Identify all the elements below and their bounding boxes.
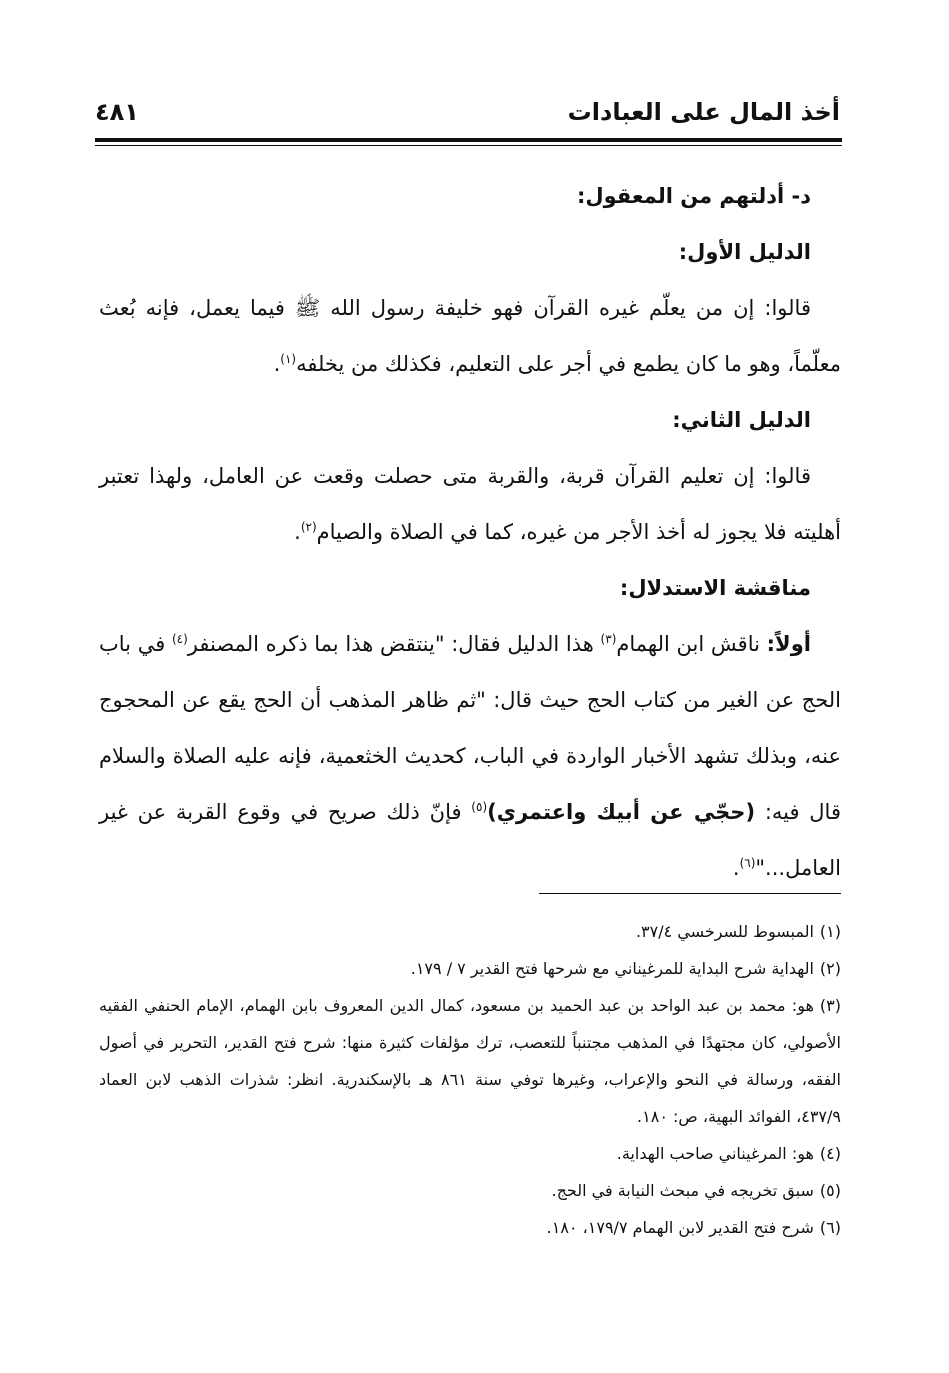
page-number: ٤٨١ [95,98,139,126]
footnotes [99,913,841,1246]
discussion-lead: أولاً: [766,632,811,656]
discussion-part-2: هذا الدليل فقال: "ينتقض هذا بما ذكره المصنفر [187,632,594,656]
running-header [95,92,840,134]
second-proof-text: قالوا: إن تعليم القرآن قربة، والقربة متى حصلت وقعت عن العامل، ولهذا تعتبر أهليته فلا يجوز له أخذ الأجر من غيره، كما في الصلاة والصيام [99,464,841,544]
first-proof-paragraph [99,280,841,392]
discussion-end: . [732,856,740,880]
footnote-6 [99,1209,841,1246]
footnote-ref-4[interactable]: (٤) [171,632,188,646]
footnote-ref-1[interactable]: (١) [280,352,297,366]
discussion-part-4: فإنّ ذلك صريح في وقوع القربة عن غير العامل..." [99,800,841,880]
second-proof-end: . [294,520,301,544]
footnote-number: (٣) [819,996,841,1015]
footnote-ref-5[interactable]: (٥) [471,800,488,814]
main-text [99,168,841,896]
discussion-paragraph [99,616,841,896]
discussion-part-1: ناقش ابن الهمام [616,632,760,656]
header-title: أخذ المال على العبادات [567,98,840,126]
footnote-ref-6[interactable]: (٦) [739,856,756,870]
discussion-heading: مناقشة الاستدلال: [619,576,811,600]
footnote-ref-2[interactable]: (٢) [300,520,317,534]
footnote-5 [99,1172,841,1209]
footnote-number: (١) [819,922,841,941]
footnote-separator [539,893,841,894]
section-heading: د- أدلتهم من المعقول: [576,184,811,208]
first-proof-text: قالوا: إن من يعلّم غيره القرآن فهو خليفة رسول الله ﷺ فيما يعمل، فإنه بُعث معلّماً، وهو ما كان يطمع في أجر على التعليم، فكذلك من يخلفه [99,296,841,376]
footnote-text: شرح فتح القدير لابن الهمام ١٧٩/٧، ١٨٠. [546,1218,814,1237]
footnote-ref-3[interactable]: (٣) [600,632,617,646]
footnote-number: (٢) [819,959,841,978]
footnote-2 [99,950,841,987]
footnote-1 [99,913,841,950]
footnote-text: المبسوط للسرخسي ٣٧/٤. [635,922,814,941]
footnote-number: (٦) [819,1218,841,1237]
footnote-text: هو: محمد بن عبد الواحد بن عبد الحميد بن مسعود، كمال الدين المعروف بابن الهمام، الإمام الحنفي الفقيه الأصولي، كان مجتهدًا في المذهب مجتنباً للتعصب، ترك مؤلفات كثيرة منها: شرح فتح القدير، التحرير في أصول الفقه، ورسالة في النحو والإعراب، وغيرها توفي سنة ٨٦١ هـ بالإسكندرية. انظر: شذرات الذهب لابن العماد ٤٣٧/٩، الفوائد البهية، ص: ١٨٠. [99,996,842,1126]
first-proof-heading: الدليل الأول: [678,240,811,264]
footnote-number: (٥) [819,1181,841,1200]
discussion-part-3: في باب الحج عن الغير من كتاب الحج حيث قال: "ثم ظاهر المذهب أن الحج يقع عن المحجوج عنه، وبذلك تشهد الأخبار الواردة في الباب، كحديث الخثعمية، فإنه عليه الصلاة والسلام قال فيه: [99,632,841,824]
header-rule-thin [95,145,842,146]
footnote-text: الهداية شرح البداية للمرغيناني مع شرحها فتح القدير ٧ / ١٧٩. [410,959,814,978]
footnote-text: هو: المرغيناني صاحب الهداية. [616,1144,814,1163]
header-rule-thick [95,138,842,142]
second-proof-heading: الدليل الثاني: [672,408,811,432]
footnote-text: سبق تخريجه في مبحث النيابة في الحج. [551,1181,814,1200]
hadith-quote: (حجّي عن أبيك واعتمري) [487,800,756,824]
footnote-number: (٤) [819,1144,841,1163]
footnote-3 [99,987,841,1135]
second-proof-paragraph [99,448,841,560]
first-proof-end: . [273,352,281,376]
footnote-4 [99,1135,841,1172]
